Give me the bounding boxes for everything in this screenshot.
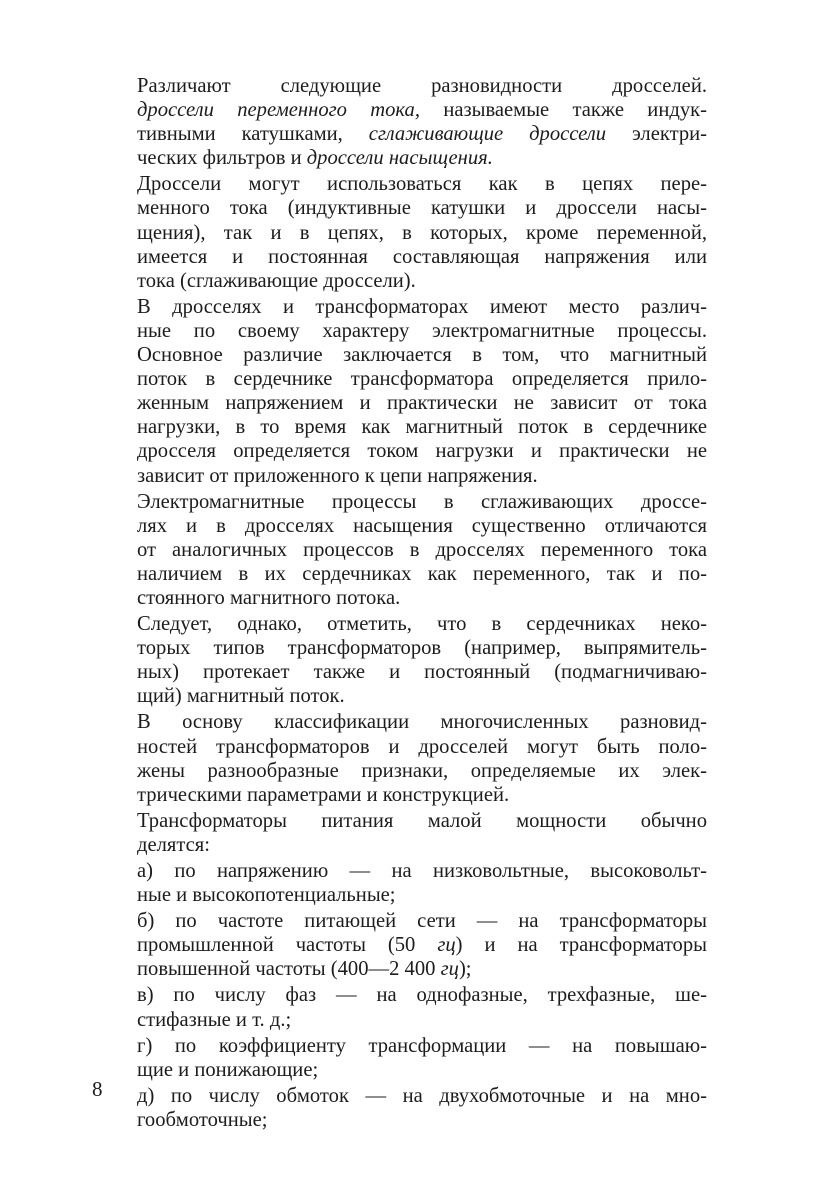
text-run: Дроссели могут использоваться как в цепях пере- xyxy=(137,173,707,196)
text-run: торых типов трансформаторов (например, выпрямитель- xyxy=(137,637,707,660)
text-run: нагрузки, в то время как магнитный поток в сердечнике xyxy=(137,416,707,439)
text-run: поток в сердечнике трансформатора определяется прило- xyxy=(137,368,707,391)
text-run: Трансформаторы питания малой мощности обычно xyxy=(137,809,707,832)
text-run: тивными катушками, xyxy=(137,123,369,146)
text-line xyxy=(103,196,707,220)
text-run: трическими параметрами и конструкцией. xyxy=(137,783,510,806)
text-run: В основу классификации многочисленных разновид- xyxy=(137,711,707,734)
paragraph xyxy=(103,74,707,170)
text-line xyxy=(103,245,707,269)
text-line xyxy=(103,735,707,759)
text-line xyxy=(103,343,707,367)
text-run: ческих фильтров и xyxy=(137,147,307,170)
text-line xyxy=(103,909,707,933)
text-line xyxy=(103,660,707,684)
text-run: а) по напряжению — на низковольтные, высоковольт- xyxy=(137,860,707,882)
text-run: зависит от приложенного к цепи напряжения. xyxy=(137,464,538,487)
text-run: щие и понижающие; xyxy=(137,1058,319,1081)
paragraph xyxy=(103,983,707,1031)
text-line xyxy=(103,464,707,488)
text-line xyxy=(103,957,707,981)
text-line xyxy=(103,684,707,708)
text-run: наличием в их сердечниках как переменного, так и по- xyxy=(137,562,707,585)
text-run: В дросселях и трансформаторах имеют место различ- xyxy=(137,295,707,318)
text-line xyxy=(103,1034,707,1058)
paragraph xyxy=(103,612,707,708)
text-line xyxy=(103,833,707,857)
text-run: стифазные и т. д.; xyxy=(137,1008,292,1031)
text-run: промышленной частоты (50 xyxy=(137,934,438,957)
paragraph xyxy=(103,859,707,907)
text-line xyxy=(103,809,707,833)
text-run: менного тока (индуктивные катушки и дроссели насы- xyxy=(137,197,707,220)
text-line xyxy=(103,439,707,463)
text-line xyxy=(103,1084,707,1108)
text-run: электри- xyxy=(606,123,707,146)
text-line xyxy=(103,983,707,1007)
text-run: женным напряжением и практически не зависит от тока xyxy=(137,392,707,415)
paragraph xyxy=(103,172,707,292)
text-run: ) и на трансформаторы xyxy=(455,934,707,957)
paragraph xyxy=(103,809,707,857)
text-run: щий) магнитный поток. xyxy=(137,685,345,708)
text-run: тока (сглаживающие дроссели). xyxy=(137,269,416,292)
page-number: 8 xyxy=(92,1077,103,1101)
text-run: называемые также индук- xyxy=(420,99,707,122)
text-line xyxy=(103,367,707,391)
text-run: Основное различие заключается в том, что магнитный xyxy=(137,344,707,367)
text-run: ностей трансформаторов и дросселей могут быть поло- xyxy=(137,735,707,758)
text-line xyxy=(103,586,707,610)
text-run: от аналогичных процессов в дросселях переменного тока xyxy=(137,538,707,561)
paragraph xyxy=(103,295,707,488)
text-run: г) по коэффициенту трансформации — на повышаю- xyxy=(137,1034,707,1057)
text-line xyxy=(103,859,707,883)
text-line xyxy=(103,883,707,907)
text-line xyxy=(103,710,707,734)
paragraph xyxy=(103,1034,707,1082)
italic-term: гц xyxy=(437,934,456,957)
text-line xyxy=(103,172,707,196)
text-line xyxy=(103,514,707,538)
text-line xyxy=(103,415,707,439)
text-line xyxy=(103,783,707,807)
paragraph xyxy=(103,710,707,806)
text-run: щения), так и в цепях, в которых, кроме переменной, xyxy=(137,221,707,244)
text-line xyxy=(103,636,707,660)
text-run: ); xyxy=(458,958,472,981)
text-run: жены разнообразные признаки, определяемые их элек- xyxy=(137,759,707,782)
text-line xyxy=(103,612,707,636)
body-text xyxy=(103,74,707,1132)
text-line xyxy=(103,221,707,245)
text-run: Различают следующие разновидности дросселей. xyxy=(137,75,707,97)
text-line xyxy=(103,1058,707,1082)
text-line xyxy=(103,122,707,146)
text-run: д) по числу обмоток — на двухобмоточные и на мно- xyxy=(137,1084,707,1107)
italic-term: сглаживающие дроссели xyxy=(368,123,607,146)
paragraph xyxy=(103,909,707,981)
text-run: имеется и постоянная составляющая напряжения или xyxy=(137,245,707,268)
text-run: ные и высокопотенциальные; xyxy=(137,884,396,907)
text-line xyxy=(103,269,707,293)
text-line xyxy=(103,391,707,415)
paragraph xyxy=(103,1084,707,1132)
text-run: в) по числу фаз — на однофазные, трехфазные, ше- xyxy=(137,984,707,1007)
italic-term: дроссели переменного тока, xyxy=(137,99,420,122)
text-line xyxy=(103,74,707,98)
text-run: дросселя определяется током нагрузки и практически не xyxy=(137,440,707,463)
text-line xyxy=(103,98,707,122)
italic-term: дроссели насыщения. xyxy=(306,147,493,170)
text-line xyxy=(103,319,707,343)
text-line xyxy=(103,759,707,783)
text-run: гообмоточные; xyxy=(137,1108,268,1131)
text-line xyxy=(103,562,707,586)
text-run: ных) протекает также и постоянный (подмагничиваю- xyxy=(137,661,707,684)
text-line xyxy=(103,1008,707,1032)
text-run: ные по своему характеру электромагнитные процессы. xyxy=(137,319,707,342)
text-line xyxy=(103,1108,707,1132)
text-run: повышенной частоты (400—2 400 xyxy=(137,958,441,981)
text-run: делятся: xyxy=(137,833,210,856)
text-line xyxy=(103,933,707,957)
text-line xyxy=(103,146,707,170)
text-run: Следует, однако, отметить, что в сердечниках неко- xyxy=(137,613,707,636)
text-line xyxy=(103,490,707,514)
text-line xyxy=(103,295,707,319)
text-run: б) по частоте питающей сети — на трансформаторы xyxy=(137,910,707,933)
text-line xyxy=(103,538,707,562)
text-run: лях и в дросселях насыщения существенно отличаются xyxy=(137,514,707,537)
paragraph xyxy=(103,490,707,610)
italic-term: гц xyxy=(440,958,459,981)
text-run: стоянного магнитного потока. xyxy=(137,586,401,609)
text-run: Электромагнитные процессы в сглаживающих дроссе- xyxy=(137,490,707,513)
